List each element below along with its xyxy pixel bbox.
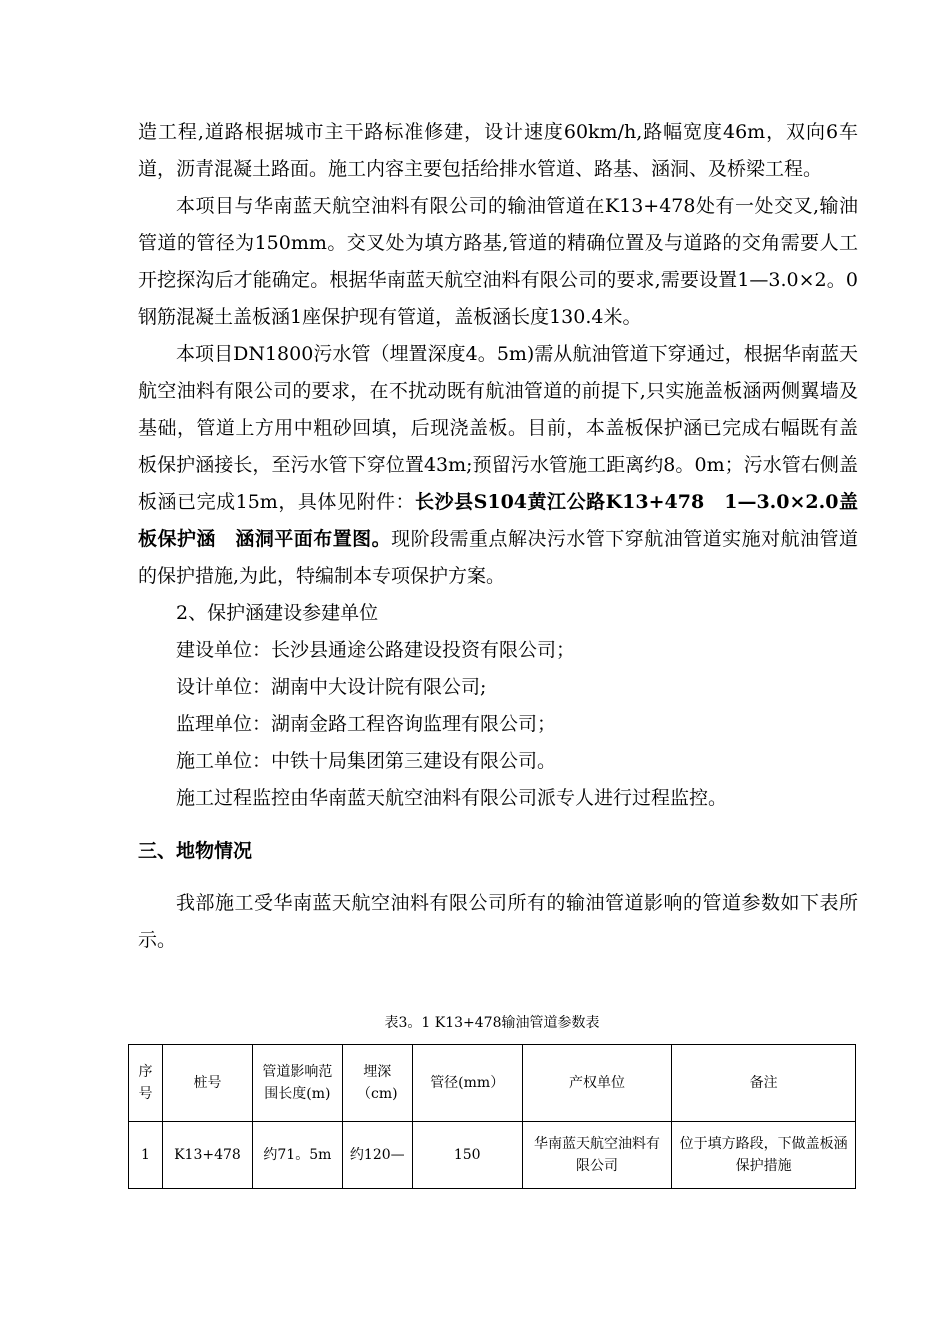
paragraph-pipeline-crossing: 本项目与华南蓝天航空油料有限公司的输油管道在K13+478处有一处交叉,输油管道的管径为150mm。交叉处为填方路基,管道的精确位置及与道路的交角需要人工开挖探沟后才能确定。根据华南蓝天航空油料有限公司的要求,需要设置1—3.0×2。0钢筋混凝土盖板涵1座保护现有管道，盖板涵长度130.4米。 (138, 195, 858, 328)
table-header-row (129, 1045, 856, 1122)
col-header-depth: 埋深（cm) (342, 1045, 412, 1122)
cell-length: 约71。5m (252, 1122, 342, 1189)
paragraph-project-overview: 造工程,道路根据城市主干路标准修建，设计速度60km/h,路幅宽度46m，双向6车道，沥青混凝土路面。施工内容主要包括给排水管道、路基、涵洞、及桥梁工程。 (138, 121, 858, 180)
participant-contractor: 施工单位：中铁十局集团第三建设有限公司。 (176, 750, 557, 772)
col-header-index: 序号 (129, 1045, 163, 1122)
pipeline-parameters-table (128, 1044, 856, 1189)
sewer-text-a: 本项目DN1800污水管（埋置深度4。5m)需从航油管道下穿通过，根据华南蓝天航空油料有限公司的要求，在不扰动既有航油管道的前提下,只实施盖板涵两侧翼墙及基础，管道上方用中粗砂回填，后现浇盖板。目前，本盖板保护涵已完成右幅既有盖板保护涵接长，至污水管下穿位置43m;预留污水管施工距离约8。0m；污水管右侧盖板涵已完成15m，具体见附件： (138, 343, 858, 513)
paragraph-table-intro: 我部施工受华南蓝天航空油料有限公司所有的输油管道影响的管道参数如下表所示。 (138, 892, 858, 951)
participant-owner: 建设单位：长沙县通途公路建设投资有限公司； (176, 639, 576, 661)
col-header-station: 桩号 (162, 1045, 252, 1122)
participant-supervisor: 监理单位：湖南金路工程咨询监理有限公司； (176, 713, 557, 735)
col-header-owner: 产权单位 (522, 1045, 672, 1122)
cell-diameter: 150 (412, 1122, 522, 1189)
sewer-text-b: 现阶段需重点解决污水管下穿航油管道实施对航油管道的保护措施,为此，特编制本专项保护方案。 (138, 528, 858, 587)
participant-designer: 设计单位：湖南中大设计院有限公司; (176, 676, 487, 698)
subheading-participants: 2、保护涵建设参建单位 (176, 602, 379, 624)
cell-index: 1 (129, 1122, 163, 1189)
section-heading-3: 三、地物情况 (138, 840, 253, 862)
col-header-length: 管道影响范围长度(m) (252, 1045, 342, 1122)
paragraph-sewer-crossing (138, 336, 858, 595)
paragraph-monitoring: 施工过程监控由华南蓝天航空油料有限公司派专人进行过程监控。 (176, 787, 728, 809)
cell-remarks: 位于填方路段，下做盖板涵保护措施 (672, 1122, 856, 1189)
cell-station: K13+478 (162, 1122, 252, 1189)
cell-owner: 华南蓝天航空油料有限公司 (522, 1122, 672, 1189)
col-header-remarks: 备注 (672, 1045, 856, 1122)
attachment-title: 长沙县S104黄江公路K13+478 1—3.0×2.0盖板保护涵 涵洞平面布置图。 (138, 491, 859, 550)
document-body (138, 114, 858, 959)
cell-depth: 约120— (342, 1122, 412, 1189)
col-header-diameter: 管径(mm） (412, 1045, 522, 1122)
table-row (129, 1122, 856, 1189)
table-caption: 表3。1 K13+478输油管道参数表 (384, 1015, 600, 1031)
